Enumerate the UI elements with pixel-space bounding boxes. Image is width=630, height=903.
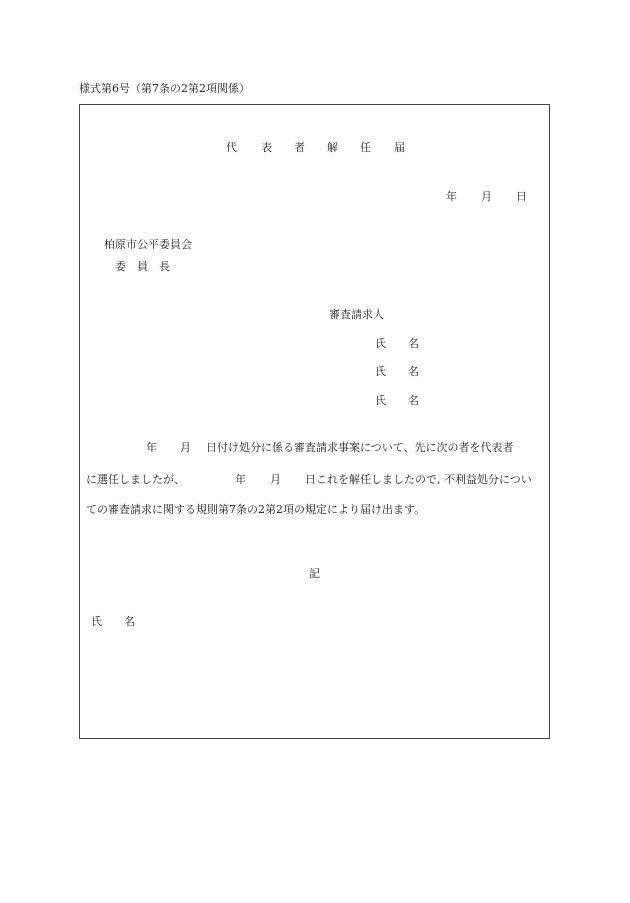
date-year-label: 年 bbox=[446, 190, 457, 203]
representative-name-field: 氏 名 bbox=[91, 615, 135, 628]
title-char: 者 bbox=[294, 141, 305, 154]
body-text: 日付け処分に係る審査請求事案について、先に次の者を代表者 bbox=[206, 441, 514, 454]
title-char: 任 bbox=[360, 141, 371, 154]
body-month-label: 月 bbox=[180, 441, 191, 454]
requester-name-field: 氏 名 bbox=[375, 394, 419, 407]
body-text: に選任しましたが、 bbox=[86, 473, 185, 486]
body-year-label: 年 bbox=[235, 473, 246, 486]
form-frame bbox=[79, 104, 550, 739]
date-day-label: 日 bbox=[516, 190, 527, 203]
title-char: 届 bbox=[394, 141, 405, 154]
title-char: 代 bbox=[226, 141, 237, 154]
body-text: 日これを解任しましたので, 不利益処分につい bbox=[305, 473, 532, 486]
body-month-label: 月 bbox=[270, 473, 281, 486]
body-year-label: 年 bbox=[146, 441, 157, 454]
title-char: 解 bbox=[327, 141, 338, 154]
requester-name-field: 氏 名 bbox=[375, 365, 419, 378]
requester-heading: 審査請求人 bbox=[329, 308, 384, 321]
requester-name-field: 氏 名 bbox=[375, 337, 419, 350]
body-line-3: ての審査請求に関する規則第7条の2第2項の規定により届け出ます。 bbox=[86, 503, 426, 516]
form-number: 様式第6号（第7条の2第2項関係） bbox=[79, 82, 250, 95]
recipient-chair: 委 員 長 bbox=[115, 260, 170, 273]
recipient-organization: 柏原市公平委員会 bbox=[104, 238, 192, 251]
title-char: 表 bbox=[261, 141, 272, 154]
note-heading: 記 bbox=[309, 567, 320, 580]
date-month-label: 月 bbox=[481, 190, 492, 203]
